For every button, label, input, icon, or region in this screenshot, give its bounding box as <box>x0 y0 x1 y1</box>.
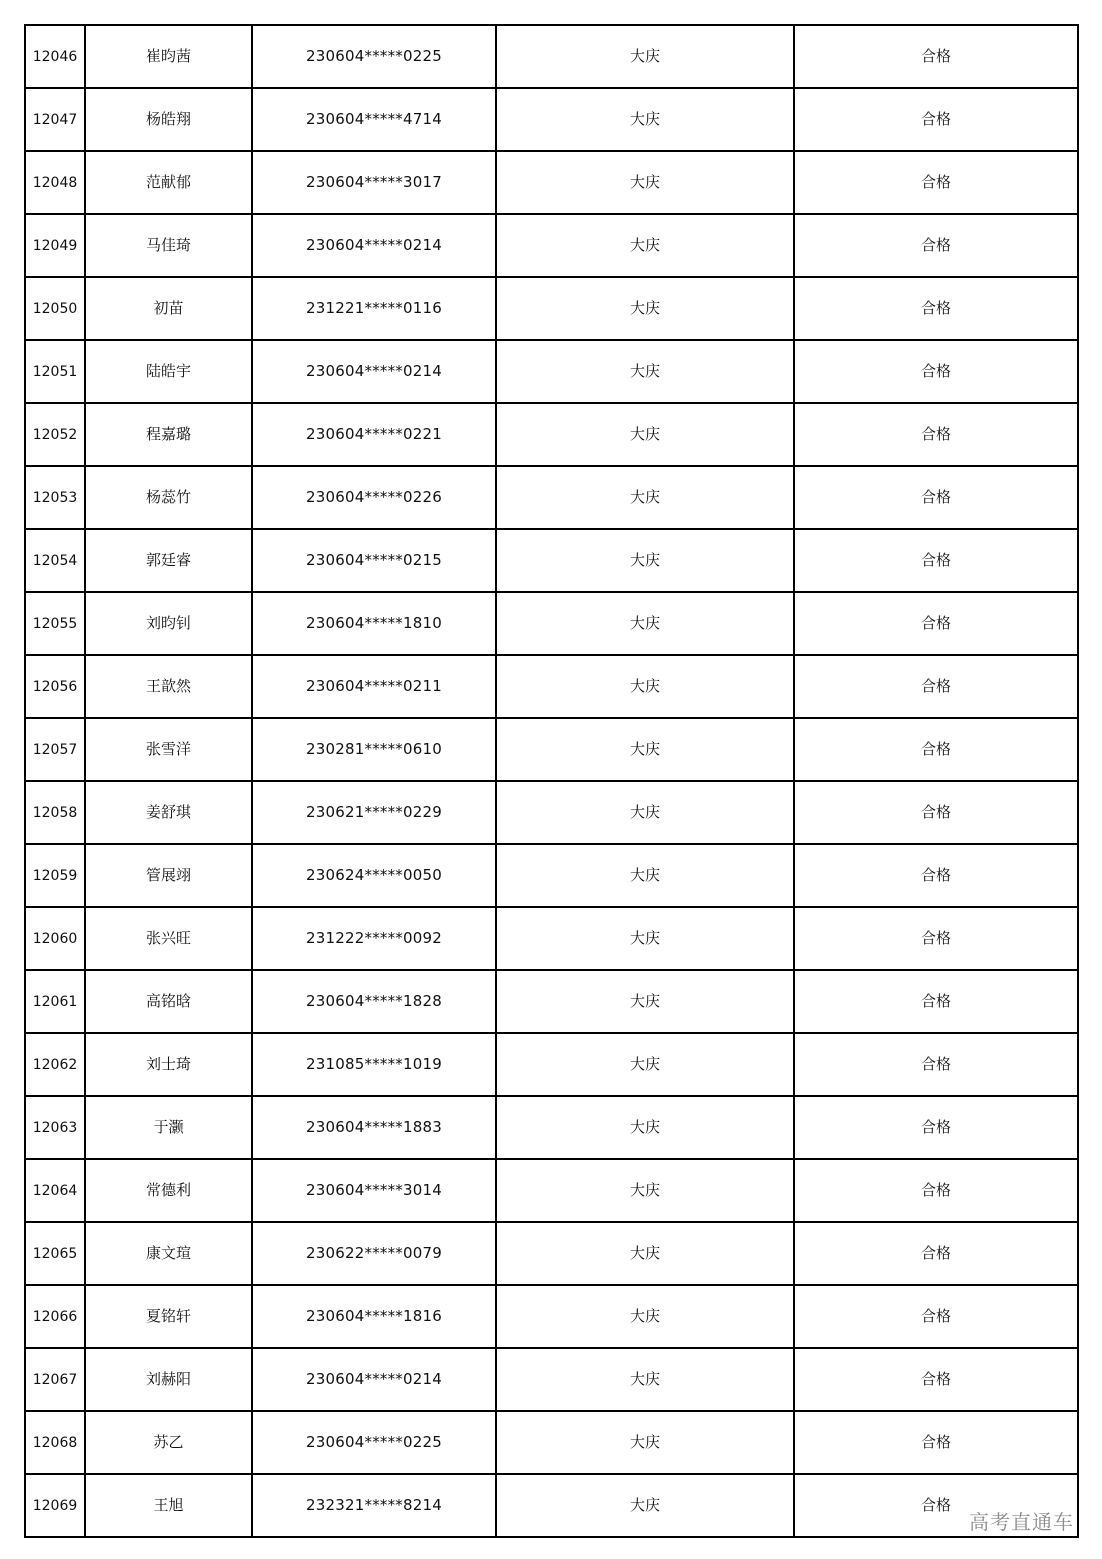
id-card-cell: 230604*****4714 <box>252 88 496 151</box>
table-row <box>25 907 1078 970</box>
serial-number-cell: 12059 <box>25 844 85 907</box>
region-cell: 大庆 <box>496 1474 794 1537</box>
region-cell: 大庆 <box>496 718 794 781</box>
table-row <box>25 403 1078 466</box>
id-card-cell: 230281*****0610 <box>252 718 496 781</box>
region-cell: 大庆 <box>496 340 794 403</box>
serial-number-cell: 12050 <box>25 277 85 340</box>
id-card-cell: 230604*****0226 <box>252 466 496 529</box>
serial-number-cell: 12057 <box>25 718 85 781</box>
serial-number-cell: 12047 <box>25 88 85 151</box>
name-cell: 姜舒琪 <box>85 781 252 844</box>
id-card-cell: 231221*****0116 <box>252 277 496 340</box>
table-row <box>25 1348 1078 1411</box>
result-cell: 合格 <box>794 655 1078 718</box>
id-card-cell: 230604*****0221 <box>252 403 496 466</box>
id-card-cell: 230604*****0225 <box>252 1411 496 1474</box>
result-cell: 合格 <box>794 1159 1078 1222</box>
name-cell: 刘赫阳 <box>85 1348 252 1411</box>
name-cell: 范献郁 <box>85 151 252 214</box>
table-row <box>25 529 1078 592</box>
region-cell: 大庆 <box>496 529 794 592</box>
result-cell: 合格 <box>794 151 1078 214</box>
watermark-text: 高考直通车 <box>969 1510 1074 1534</box>
result-cell: 合格 <box>794 1474 1078 1537</box>
result-cell: 合格 <box>794 781 1078 844</box>
id-card-cell: 230604*****1828 <box>252 970 496 1033</box>
result-cell: 合格 <box>794 340 1078 403</box>
id-card-cell: 230604*****3014 <box>252 1159 496 1222</box>
table-row <box>25 844 1078 907</box>
region-cell: 大庆 <box>496 1096 794 1159</box>
serial-number-cell: 12063 <box>25 1096 85 1159</box>
result-cell: 合格 <box>794 907 1078 970</box>
name-cell: 王歆然 <box>85 655 252 718</box>
serial-number-cell: 12064 <box>25 1159 85 1222</box>
serial-number-cell: 12055 <box>25 592 85 655</box>
table-row <box>25 1159 1078 1222</box>
id-card-cell: 232321*****8214 <box>252 1474 496 1537</box>
region-cell: 大庆 <box>496 781 794 844</box>
region-cell: 大庆 <box>496 1033 794 1096</box>
serial-number-cell: 12049 <box>25 214 85 277</box>
table-row <box>25 466 1078 529</box>
table-row <box>25 1096 1078 1159</box>
id-card-cell: 230621*****0229 <box>252 781 496 844</box>
id-card-cell: 231222*****0092 <box>252 907 496 970</box>
region-cell: 大庆 <box>496 1159 794 1222</box>
serial-number-cell: 12068 <box>25 1411 85 1474</box>
name-cell: 管展翊 <box>85 844 252 907</box>
result-cell: 合格 <box>794 718 1078 781</box>
id-card-cell: 230604*****0211 <box>252 655 496 718</box>
region-cell: 大庆 <box>496 1411 794 1474</box>
name-cell: 杨蕊竹 <box>85 466 252 529</box>
serial-number-cell: 12066 <box>25 1285 85 1348</box>
id-card-cell: 230604*****1883 <box>252 1096 496 1159</box>
result-cell: 合格 <box>794 1348 1078 1411</box>
table-row <box>25 781 1078 844</box>
id-card-cell: 231085*****1019 <box>252 1033 496 1096</box>
table-row <box>25 277 1078 340</box>
result-cell: 合格 <box>794 1096 1078 1159</box>
table-row <box>25 1285 1078 1348</box>
region-cell: 大庆 <box>496 403 794 466</box>
table-row <box>25 655 1078 718</box>
name-cell: 夏铭轩 <box>85 1285 252 1348</box>
result-cell: 合格 <box>794 1222 1078 1285</box>
name-cell: 刘昀钊 <box>85 592 252 655</box>
result-cell: 合格 <box>794 592 1078 655</box>
result-cell: 合格 <box>794 1033 1078 1096</box>
result-cell: 合格 <box>794 25 1078 88</box>
name-cell: 于灏 <box>85 1096 252 1159</box>
name-cell: 郭廷睿 <box>85 529 252 592</box>
table-row <box>25 214 1078 277</box>
name-cell: 初苗 <box>85 277 252 340</box>
region-cell: 大庆 <box>496 1222 794 1285</box>
result-cell: 合格 <box>794 88 1078 151</box>
result-cell: 合格 <box>794 1411 1078 1474</box>
id-card-cell: 230622*****0079 <box>252 1222 496 1285</box>
region-cell: 大庆 <box>496 466 794 529</box>
result-cell: 合格 <box>794 277 1078 340</box>
results-table <box>24 24 1079 1538</box>
name-cell: 苏乙 <box>85 1411 252 1474</box>
serial-number-cell: 12054 <box>25 529 85 592</box>
region-cell: 大庆 <box>496 907 794 970</box>
result-cell: 合格 <box>794 403 1078 466</box>
table-row <box>25 970 1078 1033</box>
name-cell: 张兴旺 <box>85 907 252 970</box>
region-cell: 大庆 <box>496 88 794 151</box>
region-cell: 大庆 <box>496 1348 794 1411</box>
table-row <box>25 340 1078 403</box>
result-cell: 合格 <box>794 970 1078 1033</box>
result-cell: 合格 <box>794 1285 1078 1348</box>
serial-number-cell: 12056 <box>25 655 85 718</box>
name-cell: 常德利 <box>85 1159 252 1222</box>
table-row <box>25 88 1078 151</box>
region-cell: 大庆 <box>496 277 794 340</box>
name-cell: 马佳琦 <box>85 214 252 277</box>
name-cell: 康文瑄 <box>85 1222 252 1285</box>
table-row <box>25 1033 1078 1096</box>
serial-number-cell: 12051 <box>25 340 85 403</box>
table-row <box>25 718 1078 781</box>
region-cell: 大庆 <box>496 25 794 88</box>
region-cell: 大庆 <box>496 655 794 718</box>
results-table-body <box>25 25 1078 1537</box>
name-cell: 杨皓翔 <box>85 88 252 151</box>
id-card-cell: 230624*****0050 <box>252 844 496 907</box>
table-row <box>25 1222 1078 1285</box>
id-card-cell: 230604*****0225 <box>252 25 496 88</box>
id-card-cell: 230604*****0214 <box>252 1348 496 1411</box>
serial-number-cell: 12067 <box>25 1348 85 1411</box>
region-cell: 大庆 <box>496 1285 794 1348</box>
result-cell: 合格 <box>794 529 1078 592</box>
region-cell: 大庆 <box>496 844 794 907</box>
table-row <box>25 151 1078 214</box>
table-row <box>25 25 1078 88</box>
name-cell: 高铭晗 <box>85 970 252 1033</box>
region-cell: 大庆 <box>496 970 794 1033</box>
serial-number-cell: 12058 <box>25 781 85 844</box>
table-row <box>25 592 1078 655</box>
name-cell: 张雪洋 <box>85 718 252 781</box>
serial-number-cell: 12062 <box>25 1033 85 1096</box>
name-cell: 陆皓宇 <box>85 340 252 403</box>
name-cell: 刘士琦 <box>85 1033 252 1096</box>
serial-number-cell: 12060 <box>25 907 85 970</box>
serial-number-cell: 12052 <box>25 403 85 466</box>
id-card-cell: 230604*****0214 <box>252 214 496 277</box>
name-cell: 崔昀茜 <box>85 25 252 88</box>
id-card-cell: 230604*****0214 <box>252 340 496 403</box>
table-row <box>25 1474 1078 1537</box>
serial-number-cell: 12053 <box>25 466 85 529</box>
region-cell: 大庆 <box>496 214 794 277</box>
table-row <box>25 1411 1078 1474</box>
id-card-cell: 230604*****0215 <box>252 529 496 592</box>
region-cell: 大庆 <box>496 592 794 655</box>
serial-number-cell: 12065 <box>25 1222 85 1285</box>
id-card-cell: 230604*****1810 <box>252 592 496 655</box>
name-cell: 程嘉璐 <box>85 403 252 466</box>
region-cell: 大庆 <box>496 151 794 214</box>
serial-number-cell: 12048 <box>25 151 85 214</box>
serial-number-cell: 12069 <box>25 1474 85 1537</box>
result-cell: 合格 <box>794 844 1078 907</box>
serial-number-cell: 12061 <box>25 970 85 1033</box>
name-cell: 王旭 <box>85 1474 252 1537</box>
id-card-cell: 230604*****3017 <box>252 151 496 214</box>
id-card-cell: 230604*****1816 <box>252 1285 496 1348</box>
result-cell: 合格 <box>794 214 1078 277</box>
result-cell: 合格 <box>794 466 1078 529</box>
serial-number-cell: 12046 <box>25 25 85 88</box>
